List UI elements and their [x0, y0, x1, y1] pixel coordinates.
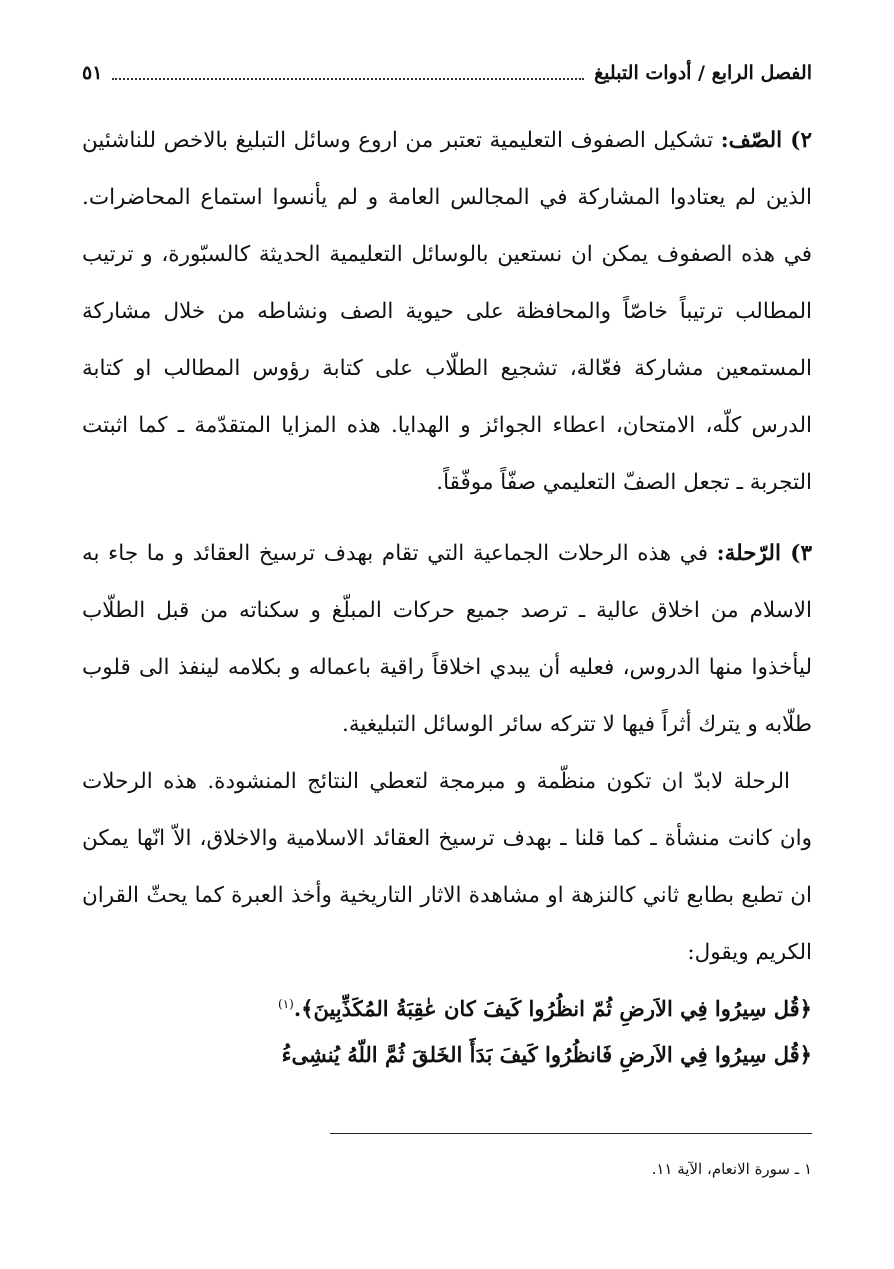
section-3-title: ٣) الرّحلة:	[716, 541, 812, 566]
running-title: الفصل الرابع / أدوات التبليغ	[594, 62, 812, 84]
page-body	[82, 112, 812, 1078]
section-3-paragraph-2: الرحلة لابدّ ان تكون منظّمة و مبرمجة لتعطي النتائج المنشودة. هذه الرحلات وان كانت منشأة ـ كما قلنا ـ بهدف ترسيخ العقائد الاسلامية والاخلاق، الاّ انّها يمكن ان تطبع بطابع ثاني كالنزهة او مشاهدة الاثار التاريخية وأخذ العبرة كما يحثّ القران الكريم ويقول:	[82, 769, 812, 965]
quran-verse-1	[82, 981, 812, 1032]
footnote-separator	[330, 1133, 812, 1134]
section-3-paragraph	[82, 525, 812, 753]
page-number: ٥١	[82, 62, 103, 84]
header-dot-leader	[112, 78, 584, 80]
section-3-text: في هذه الرحلات الجماعية التي تقام بهدف ترسيخ العقائد و ما جاء به الاسلام من اخلاق عالية ـ ترصد جميع حركات المبلّغ و سكناته من قبل الطلّاب ليأخذوا منها الدروس، فعليه أن يبدي اخلاقاً راقية باعماله و بكلامه لينفذ الى قلوب طلّابه و يترك أثراً فيها لا تتركه سائر الوسائل التبليغية.	[82, 541, 812, 737]
quran-verse-2: ﴿قُل سِيرُوا فِي الاَرضِ فَانظُرُوا كَيفَ بَدَأَ الخَلقَ ثُمَّ اللّهُ يُنشِىءُ	[281, 1042, 812, 1067]
running-header	[82, 56, 812, 90]
section-2-paragraph	[82, 112, 812, 511]
section-2-title: ٢) الصّف:	[720, 128, 812, 153]
quran-verse-1-text: ﴿قُل سِيرُوا فِي الاَرضِ ثُمّ انظُرُوا كَيفَ كان عٰقِبَةُ المُكَذِّبِينَ﴾.	[293, 996, 812, 1021]
footnote: ١ ـ سورة الانعام، الآية ١١.	[651, 1160, 812, 1178]
section-2-text: تشكيل الصفوف التعليمية تعتبر من اروع وسائل التبليغ بالاخص للناشئين الذين لم يعتادوا المشاركة في المجالس العامة و لم يأنسوا استماع المحاضرات. في هذه الصفوف يمكن ان نستعين بالوسائل التعليمية الحديثة كالسبّورة، و ترتيب المطالب ترتيباً خاصّاً والمحافظة على حيوية الصف ونشاطه من خلال مشاركة المستمعين مشاركة فعّالة، تشجيع الطلّاب على كتابة رؤوس المطالب او كتابة الدرس كلّه، الامتحان، اعطاء الجوائز و الهدايا. هذه المزايا المتقدّمة ـ كما اثبتت التجربة ـ تجعل الصفّ التعليمي صفّاً موفّقاً.	[82, 128, 812, 495]
footnote-marker: (١)	[278, 997, 294, 1011]
